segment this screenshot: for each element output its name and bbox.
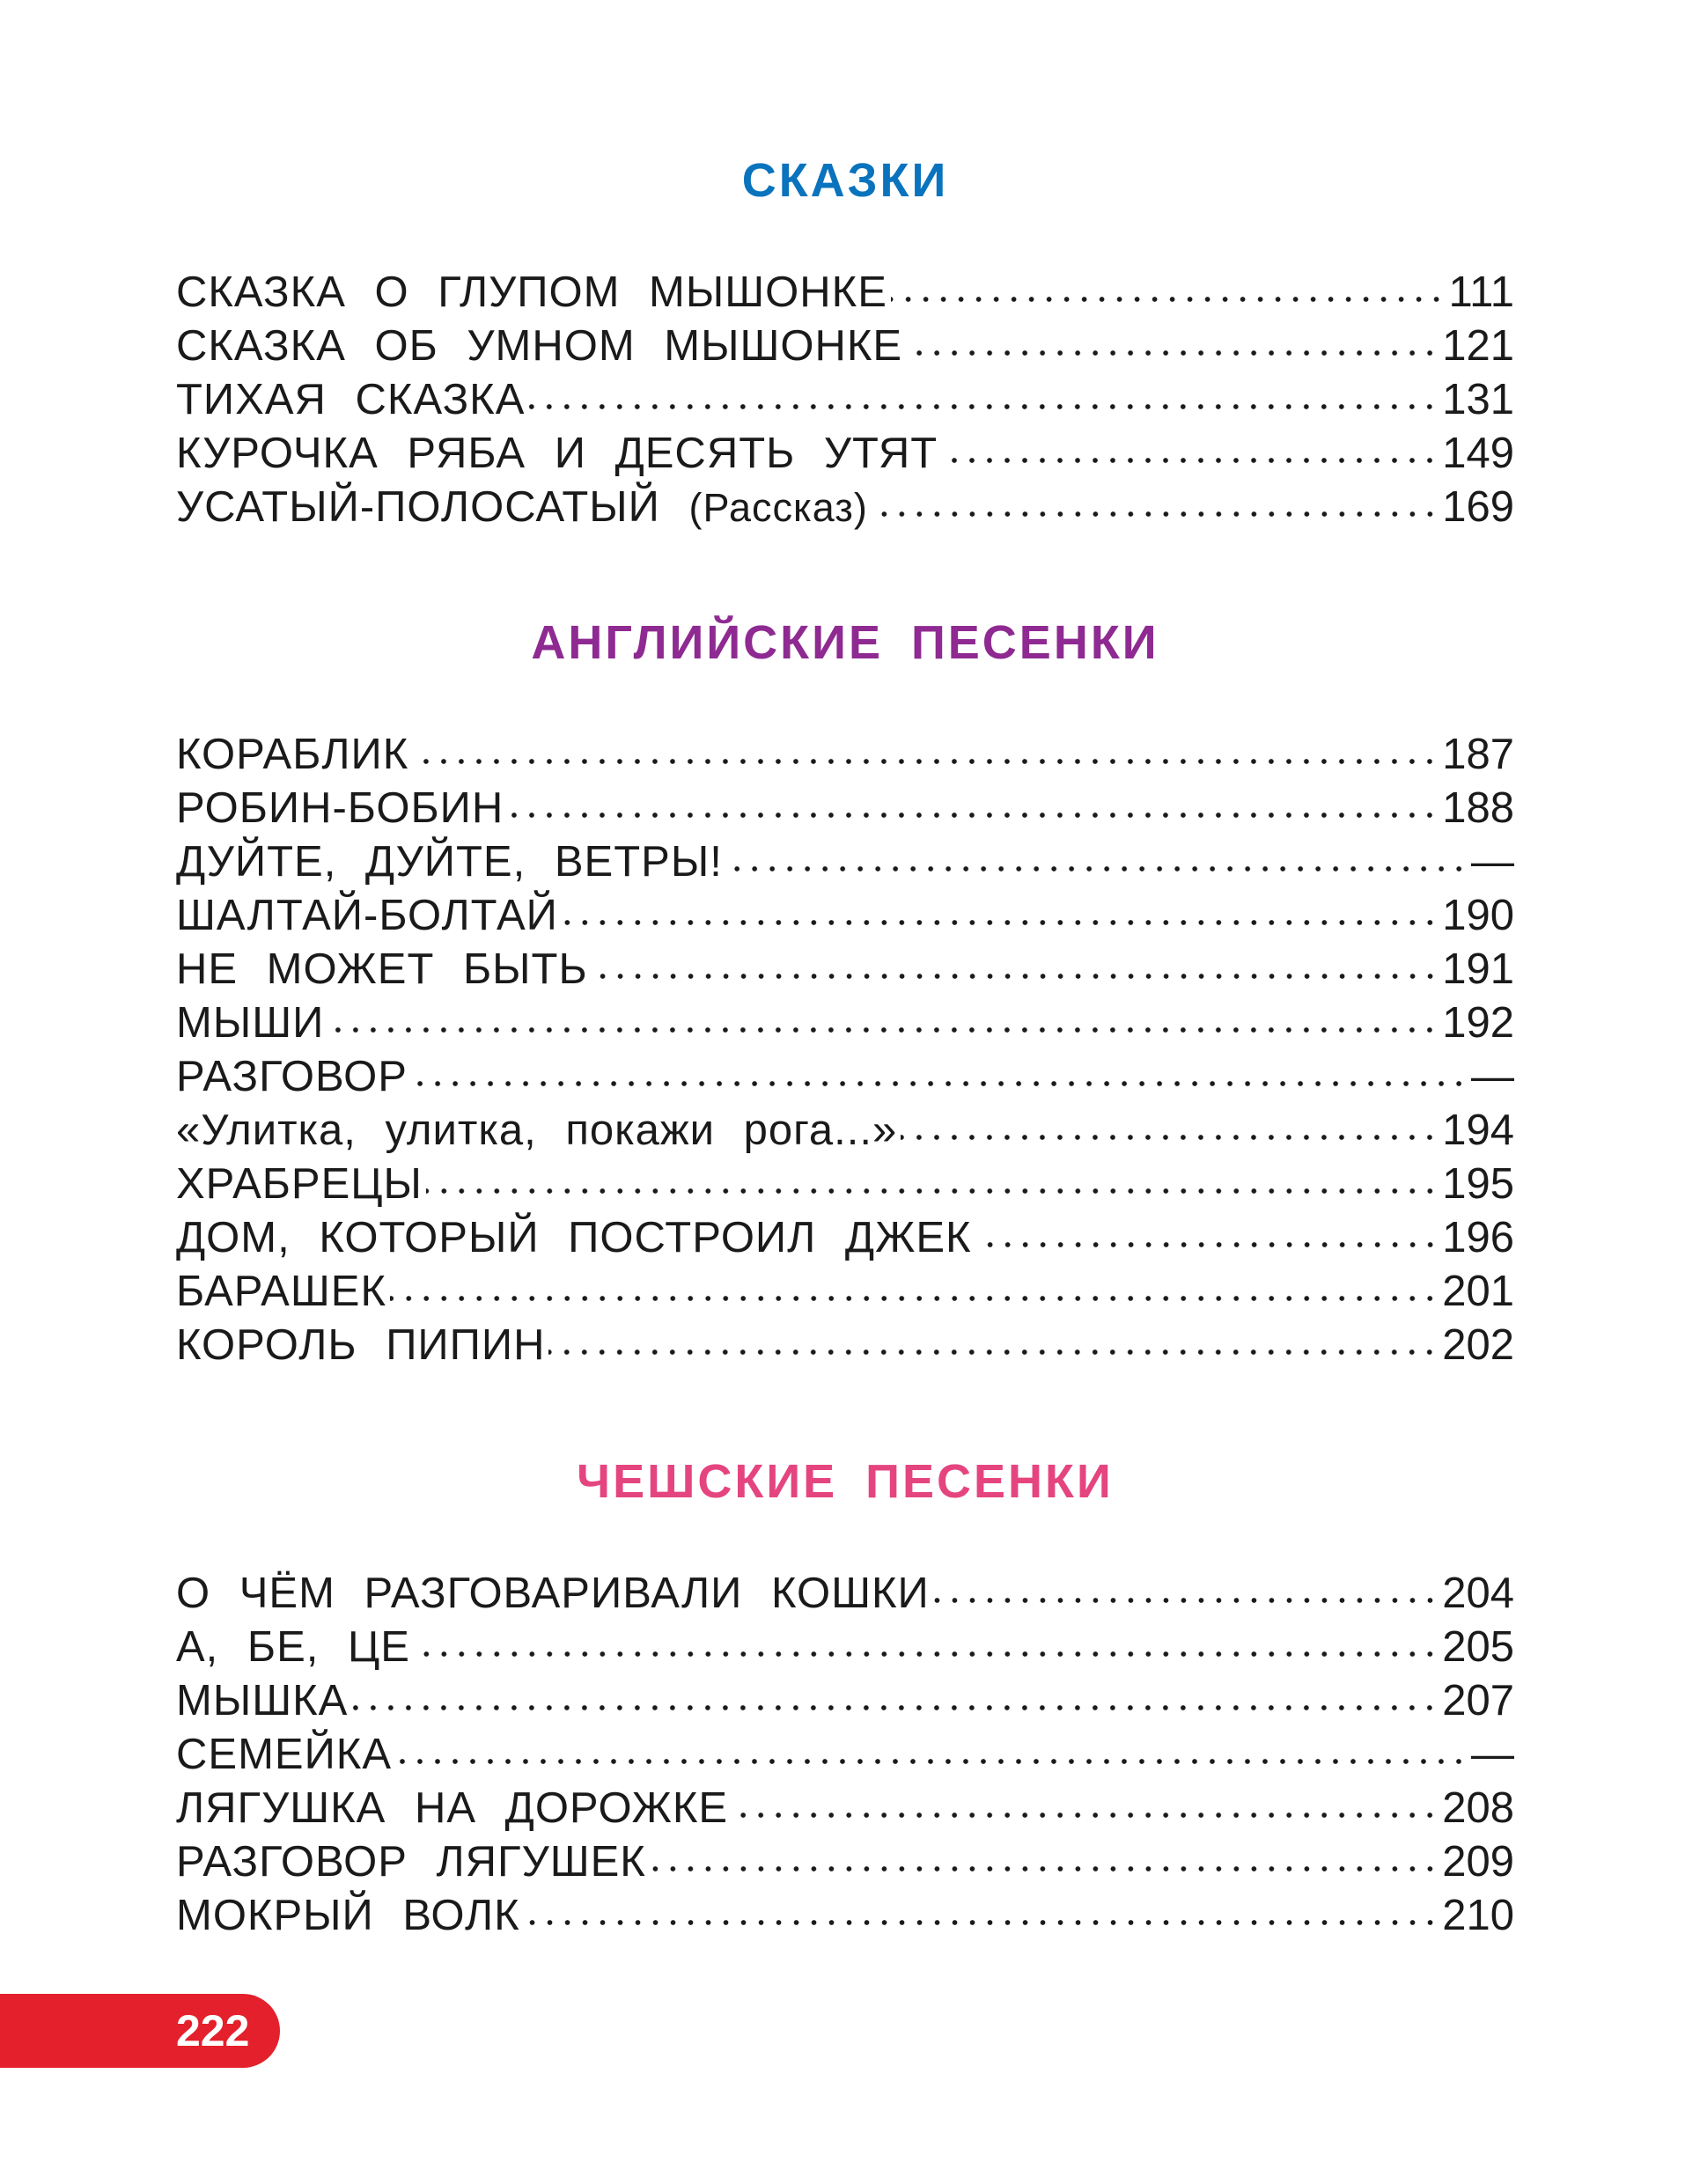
toc-entry-title <box>176 996 324 1050</box>
toc-entry-title <box>176 1104 897 1158</box>
toc-entry-title <box>176 782 504 835</box>
dot-leader <box>390 1294 1439 1303</box>
toc-entry <box>176 266 1514 320</box>
toc-entry-page: 208 <box>1442 1784 1514 1832</box>
section-title: АНГЛИЙСКИЕ ПЕСЕНКИ <box>531 616 1159 669</box>
toc-entry-title <box>176 320 902 373</box>
section-english-songs <box>176 616 1514 1372</box>
toc-entry <box>176 1104 1514 1158</box>
toc-entry <box>176 943 1514 996</box>
toc-entry-page: 196 <box>1442 1214 1514 1261</box>
toc-entry <box>176 1158 1514 1211</box>
toc-entry <box>176 427 1514 481</box>
toc-entry-title-text: СЕМЕЙКА <box>176 1731 393 1778</box>
toc-entry-title <box>176 1265 386 1319</box>
toc-entry-title <box>176 1782 728 1835</box>
toc-entry <box>176 889 1514 943</box>
toc-entry-title-text: А, БЕ, ЦЕ <box>176 1623 410 1671</box>
dot-leader <box>412 757 1439 766</box>
toc-entry-title-text: ШАЛТАЙ-БОЛТАЙ <box>176 892 558 939</box>
dot-leader <box>562 918 1439 927</box>
toc-entry-title-text: СКАЗКА О ГЛУПОМ МЫШОНКЕ <box>176 268 887 316</box>
toc-entry-title-text: ХРАБРЕЦЫ <box>176 1160 423 1208</box>
toc-list <box>176 1567 1514 1943</box>
toc-entry-title-text: УСАТЫЙ-ПОЛОСАТЫЙ <box>176 483 660 531</box>
dot-leader <box>524 1918 1439 1927</box>
toc-entry <box>176 1674 1514 1728</box>
toc-entry <box>176 1050 1514 1104</box>
toc-entry-title <box>176 835 723 889</box>
toc-entry-page: 192 <box>1442 999 1514 1047</box>
toc-entry-page: 194 <box>1442 1107 1514 1154</box>
toc-entry-title-text: МОКРЫЙ ВОЛК <box>176 1892 520 1939</box>
dot-leader <box>901 1133 1439 1142</box>
toc-entry-title-text: БАРАШЕК <box>176 1268 386 1315</box>
toc-entry-page: 209 <box>1442 1838 1514 1886</box>
toc-entry-title-text: ЛЯГУШКА НА ДОРОЖКЕ <box>176 1784 729 1832</box>
toc-entry-title-text: КОРОЛЬ ПИПИН <box>176 1321 546 1369</box>
dot-leader <box>395 1757 1468 1766</box>
toc-entry-page: 188 <box>1442 784 1514 832</box>
toc-entry-page: 201 <box>1442 1268 1514 1315</box>
toc-entry <box>176 1728 1514 1782</box>
toc-list <box>176 728 1514 1372</box>
section-czech-songs <box>176 1455 1514 1943</box>
toc-entry-title <box>176 481 868 534</box>
toc-entry <box>176 1265 1514 1319</box>
toc-entry-title <box>176 728 408 782</box>
toc-entry-title <box>176 266 887 320</box>
toc-entry <box>176 1319 1514 1372</box>
toc-entry-title-text: ДОМ, КОТОРЫЙ ПОСТРОИЛ ДЖЕК <box>176 1214 972 1261</box>
table-of-contents-page <box>176 0 1514 2184</box>
dot-leader <box>592 972 1439 981</box>
toc-entry-title-text: МЫШИ <box>176 999 325 1047</box>
toc-entry-title-text: ТИХАЯ СКАЗКА <box>176 376 526 423</box>
toc-entry-title-text: РАЗГОВОР <box>176 1053 408 1100</box>
dot-leader <box>426 1187 1439 1195</box>
toc-entry-title <box>176 1674 348 1728</box>
dot-leader <box>650 1864 1439 1873</box>
section-title: ЧЕШСКИЕ ПЕСЕНКИ <box>577 1455 1114 1508</box>
toc-entry <box>176 1621 1514 1674</box>
toc-entry-title <box>176 373 525 427</box>
toc-entry-page: — <box>1471 838 1514 886</box>
toc-entry-title-text: КУРОЧКА РЯБА И ДЕСЯТЬ УТЯТ <box>176 430 938 477</box>
dot-leader <box>548 1348 1439 1357</box>
toc-entry-page: 195 <box>1442 1160 1514 1208</box>
toc-entry-title <box>176 1835 646 1889</box>
toc-entry-page: 205 <box>1442 1623 1514 1671</box>
toc-entry <box>176 1567 1514 1621</box>
toc-entry-page: 207 <box>1442 1677 1514 1724</box>
toc-entry <box>176 1835 1514 1889</box>
toc-entry-page: — <box>1471 1731 1514 1778</box>
toc-entry-title-text: «Улитка, улитка, покажи рога...» <box>176 1107 898 1154</box>
dot-leader <box>941 456 1439 465</box>
toc-entry <box>176 728 1514 782</box>
toc-entry-title-text: О ЧЁМ РАЗГОВАРИВАЛИ КОШКИ <box>176 1570 930 1617</box>
toc-entry-title-text: РАЗГОВОР ЛЯГУШЕК <box>176 1838 646 1886</box>
toc-entry-title <box>176 1728 392 1782</box>
toc-entry <box>176 1889 1514 1943</box>
toc-entry-note: (Рассказ) <box>688 485 868 530</box>
section-title: СКАЗКИ <box>741 154 949 207</box>
toc-entry <box>176 782 1514 835</box>
dot-leader <box>414 1650 1439 1658</box>
toc-entry-title <box>176 1158 423 1211</box>
toc-entry-title-text: РОБИН-БОБИН <box>176 784 504 832</box>
dot-leader <box>351 1703 1439 1712</box>
toc-list <box>176 266 1514 534</box>
toc-entry-page: 121 <box>1442 322 1514 370</box>
toc-entry-page: 210 <box>1442 1892 1514 1939</box>
toc-entry-page: 191 <box>1442 945 1514 993</box>
toc-entry-page: 149 <box>1442 430 1514 477</box>
dot-leader <box>891 295 1446 304</box>
toc-entry-title <box>176 1567 930 1621</box>
dot-leader <box>872 510 1439 518</box>
dot-leader <box>933 1596 1439 1605</box>
toc-entry-title-text: НЕ МОЖЕТ БЫТЬ <box>176 945 588 993</box>
toc-entry-page: 202 <box>1442 1321 1514 1369</box>
toc-entry <box>176 320 1514 373</box>
dot-leader <box>906 349 1439 357</box>
toc-entry-page: — <box>1471 1053 1514 1100</box>
dot-leader <box>528 402 1439 411</box>
section-fairy-tales <box>176 154 1514 534</box>
toc-entry-title-text: ДУЙТЕ, ДУЙТЕ, ВЕТРЫ! <box>176 838 723 886</box>
toc-entry-page: 111 <box>1448 268 1514 316</box>
toc-entry-page: 169 <box>1442 483 1514 531</box>
toc-entry <box>176 1211 1514 1265</box>
toc-entry <box>176 996 1514 1050</box>
toc-entry-title-text: СКАЗКА ОБ УМНОМ МЫШОНКЕ <box>176 322 903 370</box>
toc-entry <box>176 373 1514 427</box>
dot-leader <box>975 1240 1439 1249</box>
toc-entry-title <box>176 943 588 996</box>
dot-leader <box>732 1811 1439 1820</box>
toc-entry-page: 190 <box>1442 892 1514 939</box>
toc-entry-title <box>176 1319 545 1372</box>
toc-entry-title-text: МЫШКА <box>176 1677 349 1724</box>
dot-leader <box>327 1026 1439 1034</box>
toc-entry-title <box>176 889 558 943</box>
toc-entry-page: 131 <box>1442 376 1514 423</box>
toc-entry <box>176 481 1514 534</box>
toc-entry-title <box>176 1621 410 1674</box>
dot-leader <box>726 864 1468 873</box>
page-number-badge <box>0 1994 280 2068</box>
toc-entry-title-text: КОРАБЛИК <box>176 731 409 778</box>
toc-entry-title <box>176 1211 972 1265</box>
toc-entry-page: 187 <box>1442 731 1514 778</box>
dot-leader <box>507 811 1439 820</box>
dot-leader <box>411 1079 1468 1088</box>
toc-entry-title <box>176 1889 520 1943</box>
page-number: 222 <box>176 2006 250 2055</box>
toc-entry <box>176 1782 1514 1835</box>
toc-entry-title <box>176 1050 408 1104</box>
toc-entry-page: 204 <box>1442 1570 1514 1617</box>
toc-entry <box>176 835 1514 889</box>
toc-entry-title <box>176 427 938 481</box>
